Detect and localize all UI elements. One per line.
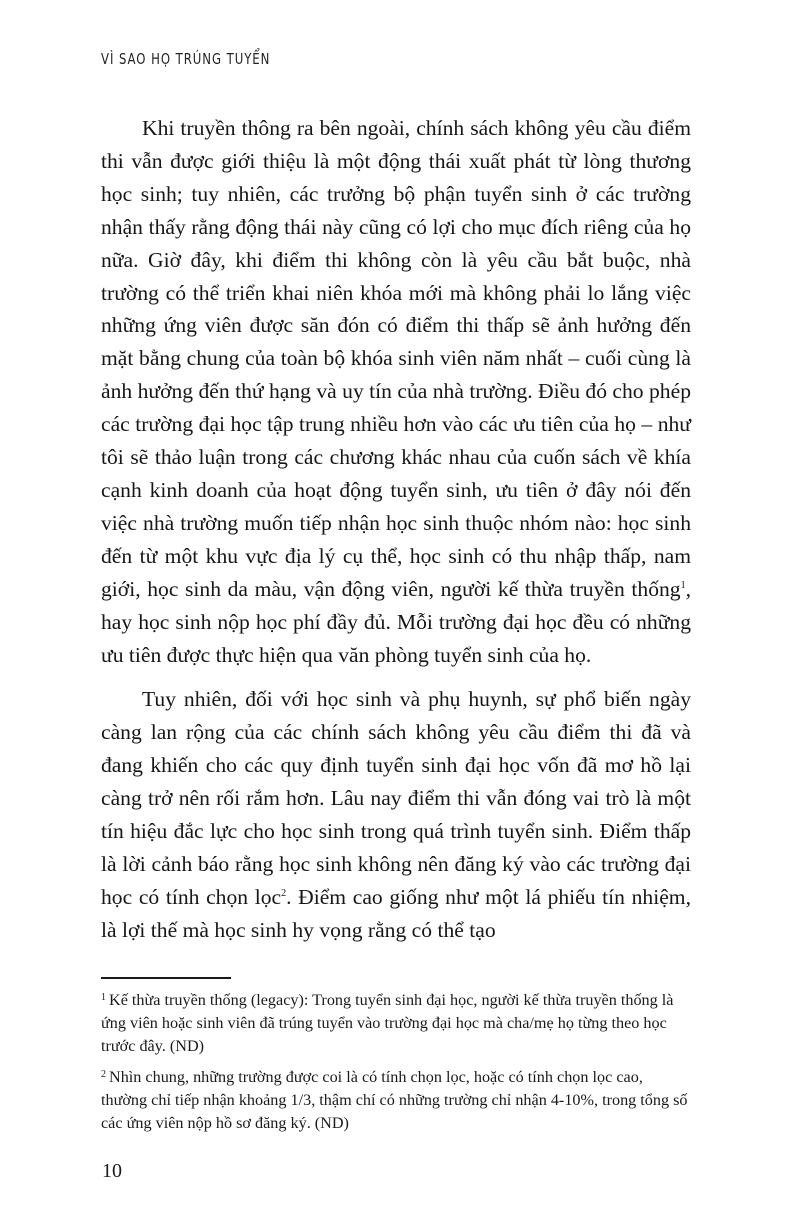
footnote-1 bbox=[101, 986, 691, 1059]
running-header: VÌ SAO HỌ TRÚNG TUYỂN bbox=[101, 50, 271, 68]
footnote-text-2: Nhìn chung, những trường được coi là có tính chọn lọc, hoặc có tính chọn lọc cao, thường chỉ tiếp nhận khoảng 1/3, thậm chí có những trường chỉ nhận 4-10%, trong tổng số các ứng viên nộp hồ sơ đăng ký. (ND) bbox=[101, 1067, 688, 1133]
paragraph-1-text-b: , hay học sinh nộp học phí đầy đủ. Mỗi trường đại học đều có những ưu tiên được thực hiện qua văn phòng tuyển sinh của họ. bbox=[101, 576, 691, 667]
paragraph-2-text-b: . Điểm cao giống như một lá phiếu tín nhiệm, là lợi thế mà học sinh hy vọng rằng có thể tạo bbox=[101, 884, 691, 942]
paragraph-1 bbox=[101, 112, 691, 671]
footnote-ref-2[interactable]: 2 bbox=[281, 887, 287, 899]
footnote-text-1: Kế thừa truyền thống (legacy): Trong tuyển sinh đại học, người kế thừa truyền thống là ứng viên hoặc sinh viên đã trúng tuyển vào trường đại học mà cha/mẹ họ từng theo học trước đây. (ND) bbox=[101, 991, 674, 1056]
paragraph-2-text-a: Tuy nhiên, đối với học sinh và phụ huynh, sự phổ biến ngày càng lan rộng của các chính sách không yêu cầu điểm thi đã và đang khiến cho các quy định tuyển sinh đại học vốn đã mơ hồ lại càng trở nên rối rắm hơn. Lâu nay điểm thi vẫn đóng vai trò là một tín hiệu đắc lực cho học sinh trong quá trình tuyển sinh. Điểm thấp là lời cảnh báo rằng học sinh không nên đăng ký vào các trường đại học có tính chọn lọc bbox=[101, 687, 691, 909]
footnote-2 bbox=[101, 1063, 691, 1136]
paragraph-1-text-a: Khi truyền thông ra bên ngoài, chính sách không yêu cầu điểm thi vẫn được giới thiệu là một động thái xuất phát từ lòng thương học sinh; tuy nhiên, các trưởng bộ phận tuyển sinh ở các trường nhận thấy rằng động thái này cũng có lợi cho mục đích riêng của họ nữa. Giờ đây, khi điểm thi không còn là yêu cầu bắt buộc, nhà trường có thể triển khai niên khóa mới mà không phải lo lắng việc những ứng viên được săn đón có điểm thi thấp sẽ ảnh hưởng đến mặt bằng chung của toàn bộ khóa sinh viên năm nhất – cuối cùng là ảnh hưởng đến thứ hạng và uy tín của nhà trường. Điều đó cho phép các trường đại học tập trung nhiều hơn vào các ưu tiên của họ – như tôi sẽ thảo luận trong các chương khác nhau của cuốn sách về khía cạnh kinh doanh của hoạt động tuyển sinh, ưu tiên ở đây nói đến việc nhà trường muốn tiếp nhận học sinh thuộc nhóm nào: học sinh đến từ một khu vực địa lý cụ thể, học sinh có thu nhập thấp, nam giới, học sinh da màu, vận động viên, người kế thừa truyền thống bbox=[101, 116, 691, 601]
body-text bbox=[101, 112, 691, 947]
paragraph-2 bbox=[101, 683, 691, 946]
footnotes bbox=[101, 986, 691, 1139]
footnote-ref-1[interactable]: 1 bbox=[680, 579, 686, 591]
footnote-divider bbox=[101, 977, 231, 979]
footnote-number-1: 1 bbox=[101, 992, 106, 1003]
footnote-number-2: 2 bbox=[101, 1068, 106, 1080]
page-number: 10 bbox=[102, 1160, 122, 1182]
